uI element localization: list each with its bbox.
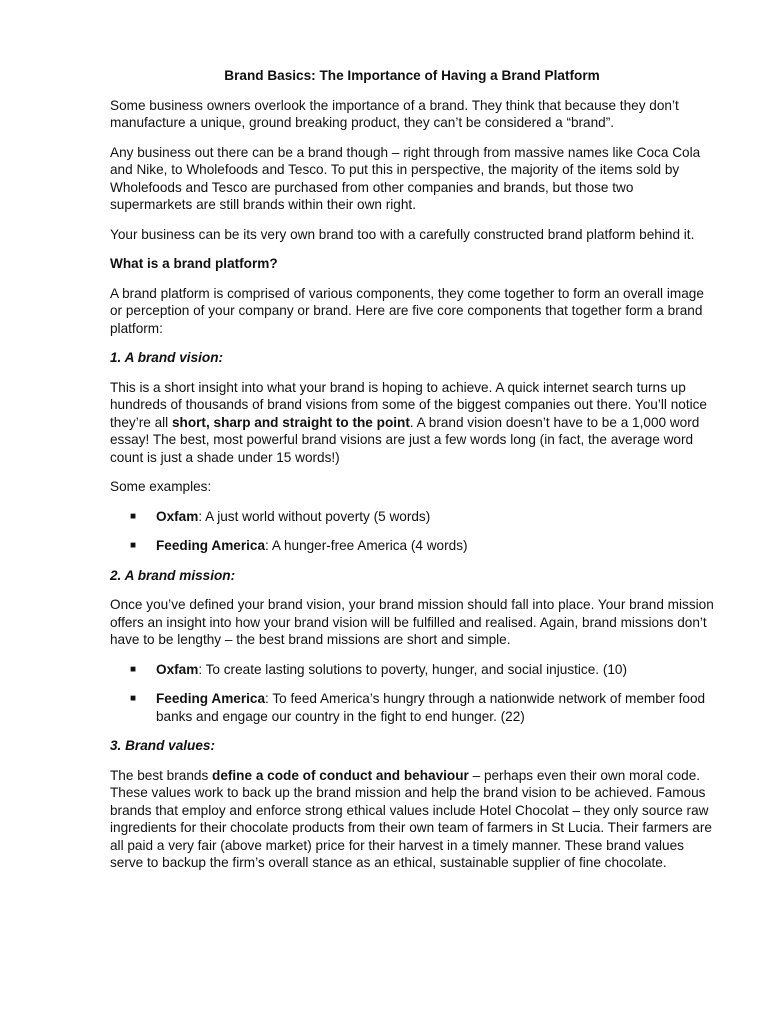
platform-paragraph: A brand platform is comprised of various components, they come together to form an overall image or perception of your company or brand. Here are five core components that together form a brand platform: [110,285,704,336]
values-heading: 3. Brand values: [110,738,216,753]
bullet-icon: ■ [130,540,137,551]
values-text-after: – perhaps even their own moral code. These values work to back up the brand mission and help the brand vision to be achieved. Famous brands that employ and enforce strong ethical values include Hotel Chocolat – they only source raw ingredients for their chocolate products from their own team of farmers in St Lucia. Their farmers are all paid a very fair (above market) price for their harvest in a timely manner. These brand values serve to backup the firm’s overall stance as an ethical, sustainable supplier of fine chocolate. [110,767,712,870]
intro-paragraph-2: Any business out there can be a brand though – right through from massive names like Coca Cola and Nike, to Wholefoods and Tesco. To put this in perspective, the majority of the items sold by Wholefoods and Tesco are purchased from other companies and brands, but those two supermarkets are still brands within their own right. [110,144,701,212]
bullet-icon: ■ [130,693,137,704]
mission-examples-list [110,661,714,726]
example-text: : A just world without poverty (5 words) [198,508,431,524]
example-name: Oxfam [156,508,199,524]
platform-heading: What is a brand platform? [110,256,278,271]
values-text-before: The best brands [110,767,213,783]
example-text: : To create lasting solutions to poverty, hunger, and social injustice. (10) [198,661,628,677]
document-body [110,67,714,884]
vision-text-bold: short, sharp and straight to the point [171,414,410,430]
mission-heading: 2. A brand mission: [110,567,236,583]
vision-paragraph [110,379,714,467]
vision-text-before: This is a short insight into what your brand is hoping to achieve. A quick internet search turns up hundreds of thousands of brand visions from some of the biggest companies out there. You’ll notice they’re all [110,379,707,430]
vision-examples-list [110,508,714,555]
example-name: Oxfam [156,661,199,677]
bullet-icon: ■ [130,663,137,675]
mission-paragraph: Once you’ve defined your brand vision, your brand mission should fall into place. Your brand mission offers an insight into how your brand vision will be fulfilled and realised. Again, brand missions don’t have to be lengthy – the best brand missions are short and simple. [110,597,714,647]
example-name: Feeding America [156,691,266,706]
list-item [110,508,714,526]
document-title: Brand Basics: The Importance of Having a Brand Platform [224,68,600,83]
example-name: Feeding America [156,538,266,553]
vision-examples-label: Some examples: [110,479,212,494]
intro-paragraph-1: Some business owners overlook the importance of a brand. They think that because they don’t manufacture a unique, ground breaking product, they can’t be considered a “brand”. [110,97,679,130]
intro-paragraph-3: Your business can be its very own brand too with a carefully constructed brand platform behind it. [110,226,695,242]
example-text: : To feed America’s hungry through a nationwide network of member food banks and engage our country in the fight to end hunger. (22) [156,691,706,724]
list-item [110,690,714,725]
list-item [110,661,714,679]
bullet-icon: ■ [130,510,137,522]
vision-text-after: . A brand vision doesn’t have to be a 1,000 word essay! The best, most powerful brand visions are just a few words long (in fact, the average word count is just a shade under 15 words!) [110,414,700,465]
values-paragraph [110,767,714,872]
vision-heading: 1. A brand vision: [110,350,224,365]
values-text-bold: define a code of conduct and behaviour [212,767,469,783]
example-text: : A hunger-free America (4 words) [265,538,468,553]
list-item [110,537,714,555]
